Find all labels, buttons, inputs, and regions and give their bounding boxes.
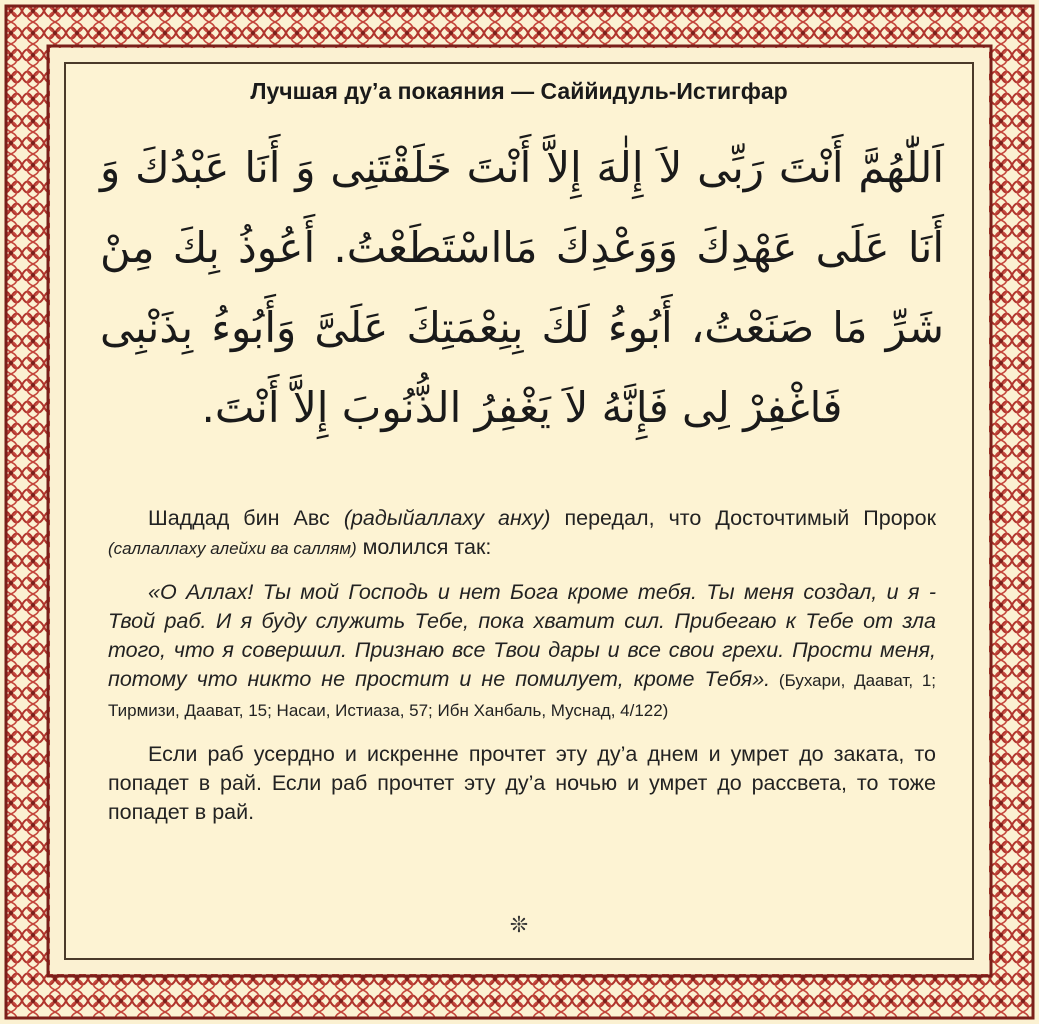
arabic-dua-text: اَللّٰهُمَّ أَنْتَ رَبِّى لاَ إِلٰهَ إِلاَّ أَنْتَ خَلَقْتَنِى وَ أَنَا عَبْدُكَ وَ أَنَا عَلَى عَهْدِكَ وَوَعْدِكَ مَااسْتَطَعْتُ. أَعُوذُ بِكَ مِنْ شَرِّ مَا صَنَعْتُ، أَبُوءُ لَكَ بِنِعْمَتِكَ عَلَىَّ وَأَبُوءُ بِذَنْبِى فَاغْفِرْ لِى فَإِنَّهُ لاَ يَغْفِرُ الذُّنُوبَ إِلاَّ أَنْتَ.: [100, 143, 944, 432]
translation-sources: (Бухари, Даават, 1; Тирмизи, Даават, 15; Насаи, Истиаза, 57; Ибн Ханбаль, Муснад, 4/122): [108, 671, 936, 720]
page-title: Лучшая ду’а покаяния — Саййидуль-Истигфар: [250, 78, 788, 104]
text-body: [108, 504, 936, 842]
intro-honorific-2: (саллаллаху алейхи ва саллям): [108, 539, 357, 558]
content-panel: [64, 62, 974, 960]
ornament-star-icon: ❊: [509, 912, 529, 937]
translation-paragraph: [108, 578, 936, 725]
intro-paragraph: [108, 504, 936, 563]
intro-honorific-1: (радыйаллаху анху): [343, 506, 551, 530]
intro-part3: молился так:: [356, 535, 492, 559]
translation-quote: «О Аллах! Ты мой Господь и нет Бога кроме тебя. Ты меня создал, и я - Твой раб. И я буду служить Тебе, пока хватит сил. Прибегаю к Тебе от зла того, что я совершил. Признаю все Твои дары и все свои грехи. Прости меня, потому что никто не простит и не помилует, кроме Тебя».: [108, 580, 936, 691]
conclusion-paragraph: Если раб усердно и искренне прочтет эту ду’а днем и умрет до заката, то попадет в рай. Если раб прочтет эту ду’а ночью и умрет до рассвета, то тоже попадет в рай.: [108, 742, 936, 824]
intro-part2: передал, что Досточтимый Пророк: [550, 506, 936, 530]
intro-part1: Шаддад бин Авс: [148, 506, 344, 530]
